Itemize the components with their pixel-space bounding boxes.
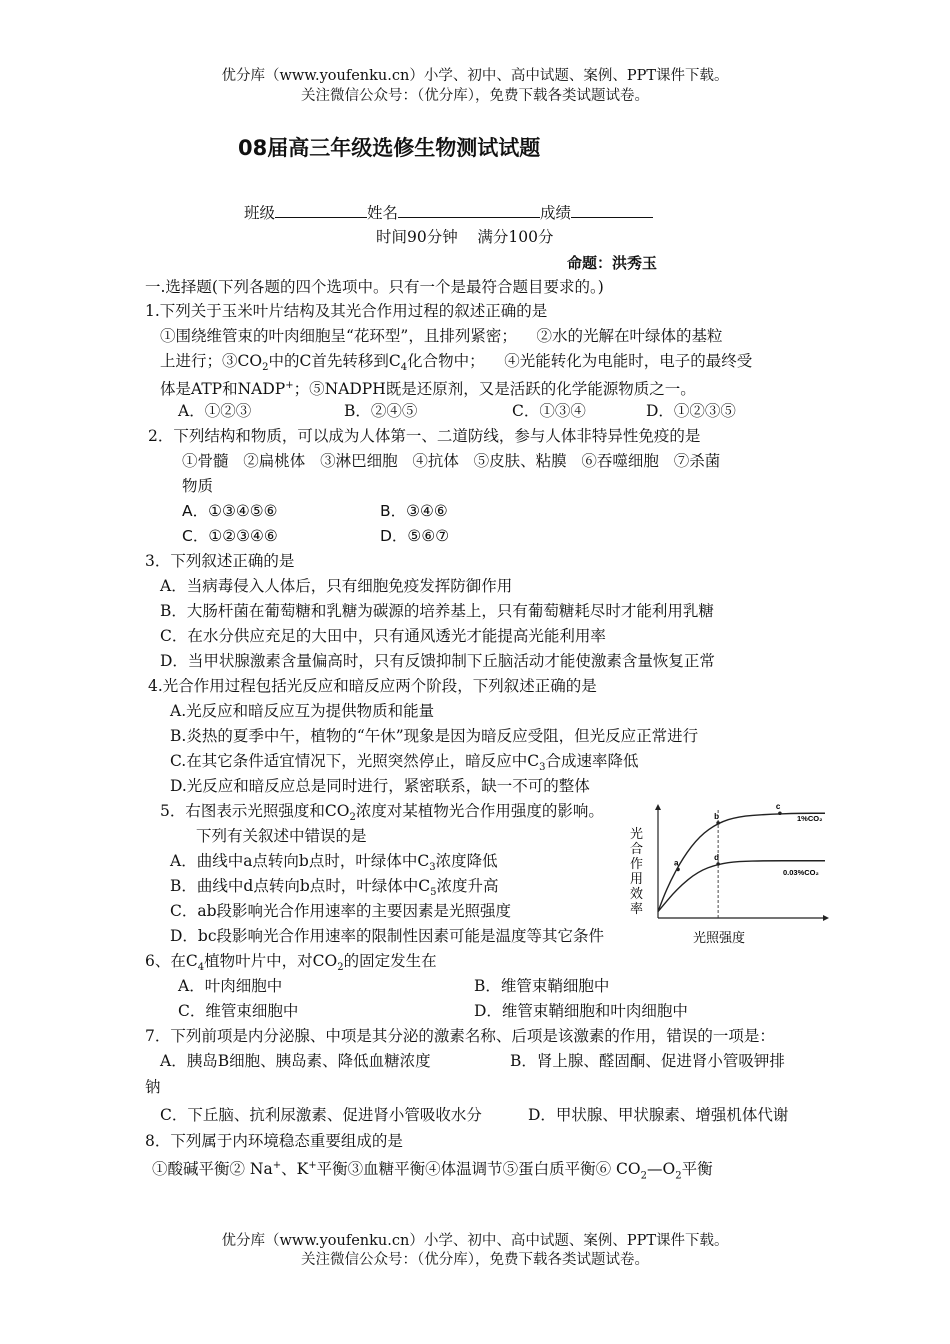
y-axis-label-char: 合 bbox=[630, 842, 644, 857]
name-blank[interactable] bbox=[398, 202, 540, 218]
score-blank[interactable] bbox=[571, 202, 653, 218]
point-b bbox=[716, 821, 720, 825]
point-label-b: b bbox=[714, 811, 720, 821]
q1-option-c[interactable]: C．①③④ bbox=[512, 402, 586, 420]
q5-stem: 5．右图表示光照强度和$CO_2$浓度对某植物光合作用强度的影响。 bbox=[160, 802, 604, 824]
q3-option-b[interactable]: B．大肠杆菌在葡萄糖和乳糖为碳源的培养基上，只有葡萄糖耗尽时才能利用乳糖 bbox=[160, 602, 714, 620]
q1-option-a[interactable]: A．①②③ bbox=[178, 402, 252, 420]
y-axis-label-char: 用 bbox=[630, 872, 644, 887]
header-line-2: 关注微信公众号：（优分库），免费下载各类试题试卷。 bbox=[301, 88, 649, 104]
legend-low-co2: 0.03%CO₂ bbox=[783, 868, 819, 877]
q7-option-c[interactable]: C．下丘脑、抗利尿激素、促进肾小管吸收水分 bbox=[160, 1106, 482, 1124]
q8-stem: 8．下列属于内环境稳态重要组成的是 bbox=[145, 1132, 403, 1150]
page-title: 08届高三年级选修生物测试试题 bbox=[238, 136, 541, 160]
q3-option-d[interactable]: D．当甲状腺激素含量偏高时，只有反馈抑制下丘脑活动才能使激素含量恢复正常 bbox=[160, 652, 715, 670]
q4-option-b[interactable]: B.炎热的夏季中午，植物的“午休”现象是因为暗反应受阻，但光反应正常进行 bbox=[170, 727, 699, 745]
q1-line-2: 上进行；$③CO_2$中的C首先转移到$C_4$化合物中； ④光能转化为电能时，电子的最终受 bbox=[160, 352, 753, 374]
student-info-line bbox=[244, 202, 653, 223]
q6-option-b[interactable]: B．维管束鞘细胞中 bbox=[474, 977, 610, 995]
q7-option-b[interactable]: B．肾上腺、醛固酮、促进肾小管吸钾排 bbox=[510, 1052, 785, 1070]
author: 命题：洪秀玉 bbox=[567, 254, 658, 272]
y-axis-label-char: 光 bbox=[630, 827, 644, 842]
q2-option-c[interactable]: C．①②③④⑥ bbox=[182, 527, 278, 545]
q7-option-a[interactable]: A．胰岛B细胞、胰岛素、降低血糖浓度 bbox=[160, 1052, 431, 1070]
q3-option-c[interactable]: C．在水分供应充足的大田中，只有通风透光才能提高光能利用率 bbox=[160, 627, 606, 645]
y-axis-arrow bbox=[655, 804, 661, 810]
q5-option-a[interactable]: A．曲线中a点转向b点时，叶绿体中$C_3$浓度降低 bbox=[170, 852, 498, 874]
footer-line-1: 优分库（www.youfenku.cn）小学、初中、高中试题、案例、PPT课件下载。 bbox=[221, 1233, 729, 1249]
legend-high-co2: 1%CO₂ bbox=[797, 814, 823, 823]
point-label-c: c bbox=[775, 802, 781, 812]
photosynthesis-chart bbox=[625, 800, 840, 952]
point-label-a: a bbox=[674, 858, 679, 868]
q4-option-c[interactable]: C.在其它条件适宜情况下，光照突然停止，暗反应中$C_3$合成速率降低 bbox=[170, 752, 639, 774]
q4-option-d[interactable]: D.光反应和暗反应总是同时进行，紧密联系，缺一不可的整体 bbox=[170, 777, 590, 795]
q2-line-2: 物质 bbox=[182, 477, 214, 495]
q2-option-a[interactable]: A．①③④⑤⑥ bbox=[182, 502, 278, 520]
name-label: 姓名 bbox=[367, 204, 399, 222]
q5-option-b[interactable]: B．曲线中d点转向b点时，叶绿体中$C_5$浓度升高 bbox=[170, 877, 499, 899]
q1-option-b[interactable]: B．②④⑤ bbox=[344, 402, 418, 420]
q6-option-c[interactable]: C．维管束细胞中 bbox=[178, 1002, 299, 1020]
y-axis-label-char: 效 bbox=[630, 887, 644, 902]
q3-option-a[interactable]: A．当病毒侵入人体后，只有细胞免疫发挥防御作用 bbox=[160, 577, 513, 595]
x-axis-label: 光照强度 bbox=[693, 931, 746, 946]
y-axis-label-char: 率 bbox=[630, 902, 644, 917]
score-label: 成绩 bbox=[540, 204, 572, 222]
q3-stem: 3．下列叙述正确的是 bbox=[145, 552, 295, 570]
y-axis-label bbox=[630, 826, 643, 917]
series-line-high-co2 bbox=[658, 813, 825, 911]
q2-option-b[interactable]: B．③④⑥ bbox=[380, 502, 448, 520]
q1-line-1: ①围绕维管束的叶肉细胞呈“花环型”，且排列紧密； ②水的光解在叶绿体的基粒 bbox=[160, 327, 723, 345]
point-label-d: d bbox=[714, 853, 720, 862]
q7-option-b-wrap: 钠 bbox=[145, 1078, 161, 1096]
q6-option-a[interactable]: A．叶肉细胞中 bbox=[178, 977, 283, 995]
y-axis-label-char: 作 bbox=[630, 857, 644, 872]
q2-option-d[interactable]: D．⑤⑥⑦ bbox=[380, 527, 450, 545]
x-axis-arrow bbox=[823, 915, 829, 921]
time-info: 时间90分钟 满分100分 bbox=[376, 228, 554, 246]
q8-line-1: ①酸碱平衡② Na+、K+平衡③血糖平衡④体温调节⑤蛋白质平衡⑥ $CO_2—O_2$平衡 bbox=[152, 1160, 713, 1182]
q1-stem: 1.下列关于玉米叶片结构及其光合作用过程的叙述正确的是 bbox=[145, 302, 548, 320]
section-heading: 一.选择题(下列各题的四个选项中。只有一个是最符合题目要求的。) bbox=[145, 278, 604, 296]
point-a bbox=[676, 868, 680, 872]
q7-stem: 7．下列前项是内分泌腺、中项是其分泌的激素名称、后项是该激素的作用，错误的一项是： bbox=[145, 1027, 775, 1045]
q2-stem: 2．下列结构和物质，可以成为人体第一、二道防线，参与人体非特异性免疫的是 bbox=[148, 427, 701, 445]
point-c bbox=[778, 811, 782, 815]
q2-line-1: ①骨髓 ②扁桃体 ③淋巴细胞 ④抗体 ⑤皮肤、粘膜 ⑥吞噬细胞 ⑦杀菌 bbox=[182, 452, 721, 470]
q6-option-d[interactable]: D．维管束鞘细胞和叶肉细胞中 bbox=[474, 1002, 688, 1020]
q5-option-c[interactable]: C．ab段影响光合作用速率的主要因素是光照强度 bbox=[170, 902, 512, 920]
class-label: 班级 bbox=[244, 204, 276, 222]
point-d bbox=[716, 862, 720, 866]
q5-option-d[interactable]: D．bc段影响光合作用速率的限制性因素可能是温度等其它条件 bbox=[170, 927, 605, 945]
q6-stem: 6、在$C_4$植物叶片中，对$CO_2$的固定发生在 bbox=[145, 952, 437, 974]
header-line-1: 优分库（www.youfenku.cn）小学、初中、高中试题、案例、PPT课件下载。 bbox=[221, 68, 729, 84]
q1-line-3: 体是ATP和NADP+；⑤NADPH既是还原剂，又是活跃的化学能源物质之一。 bbox=[160, 380, 696, 399]
q5-stem-2: 下列有关叙述中错误的是 bbox=[196, 827, 367, 845]
q4-stem: 4.光合作用过程包括光反应和暗反应两个阶段，下列叙述正确的是 bbox=[148, 677, 597, 695]
class-blank[interactable] bbox=[275, 202, 367, 218]
q1-option-d[interactable]: D．①②③⑤ bbox=[646, 402, 736, 420]
q7-option-d[interactable]: D．甲状腺、甲状腺素、增强机体代谢 bbox=[528, 1106, 789, 1124]
footer-line-2: 关注微信公众号：（优分库），免费下载各类试题试卷。 bbox=[301, 1252, 649, 1268]
q4-option-a[interactable]: A.光反应和暗反应互为提供物质和能量 bbox=[170, 702, 435, 720]
